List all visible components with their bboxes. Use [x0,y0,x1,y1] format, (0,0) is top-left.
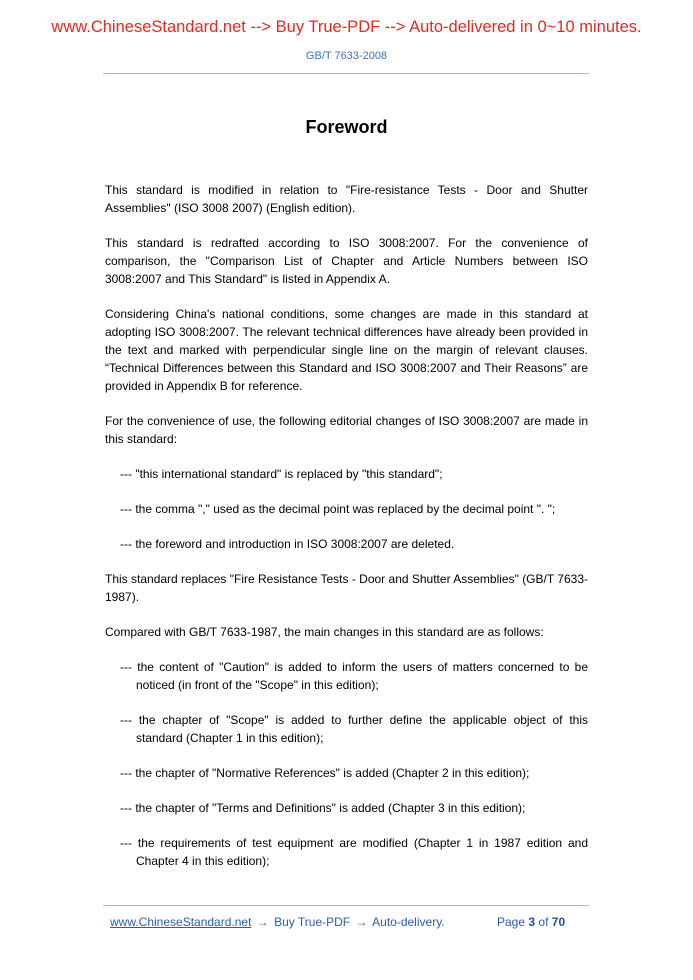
banner-site-link[interactable]: www.ChineseStandard.net [51,18,246,36]
paragraph: Compared with GB/T 7633-1987, the main changes in this standard are as follows: [105,625,544,639]
arrow-right-icon: → [256,915,269,929]
banner-buy-link[interactable]: Buy True-PDF [275,18,381,36]
list-item: --- the requirements of test equipment are modified (Chapter 1 in 1987 edition and Chapter 4 in this edition); [120,836,588,868]
list-item: --- the chapter of "Terms and Definitions" is added (Chapter 3 in this edition); [120,801,526,815]
page-indicator [497,915,565,929]
banner-separator-1: --> [245,18,276,36]
footer-delivery-text: Auto-delivery. [372,915,445,929]
footer-links [110,915,445,929]
standard-code: GB/T 7633-2008 [305,50,388,62]
list-item: --- the chapter of "Scope" is added to further define the applicable object of this standard (Chapter 1 in this edition); [120,713,588,745]
footer-divider [103,905,589,906]
list-item: --- the foreword and introduction in ISO 3008:2007 are deleted. [120,537,455,551]
footer-buy-link[interactable]: Buy True-PDF [274,915,351,929]
paragraph: For the convenience of use, the following editorial changes of ISO 3008:2007 are made in this standard: [105,414,588,446]
list-item: --- the chapter of "Normative References" is added (Chapter 2 in this edition); [120,766,530,780]
of-label: of [538,915,549,929]
list-item: --- the content of "Caution" is added to inform the users of matters concerned to be noticed (in front of the "Scope" in this edition); [120,660,588,692]
header-divider [103,73,589,74]
top-banner[interactable] [0,18,693,37]
list-item: --- "this international standard" is replaced by "this standard"; [120,467,443,481]
paragraph: Considering China's national conditions, some changes are made in this standard at adopting ISO 3008:2007. The relevant technical differences have already been provided in the text and marked with perpendicular single line on the margin of relevant clauses. “Technical Differences between this Standard and ISO 3008:2007 and Their Reasons” are provided in Appendix B for reference. [105,307,588,393]
page-total: 70 [551,915,566,929]
page-label: Page [497,915,526,929]
footer-site-link[interactable]: www.ChineseStandard.net [110,915,252,929]
banner-delivery-text: Auto-delivered in 0~10 minutes. [409,18,642,36]
banner-separator-2: --> [380,18,410,36]
page-number: 3 [528,915,536,929]
list-item: --- the comma "," used as the decimal point was replaced by the decimal point ". "; [120,502,556,516]
arrow-right-icon: → [355,915,368,929]
document-body [105,181,588,887]
paragraph: This standard is modified in relation to "Fire-resistance Tests - Door and Shutter Assemblies" (ISO 3008 2007) (English edition). [105,183,588,215]
page-title: Foreword [305,117,388,137]
paragraph: This standard is redrafted according to ISO 3008:2007. For the convenience of comparison, the "Comparison List of Chapter and Article Numbers between ISO 3008:2007 and This Standard" is listed in Appendix A. [105,236,588,286]
paragraph: This standard replaces "Fire Resistance Tests - Door and Shutter Assemblies" (GB/T 7633-1987). [105,572,588,604]
